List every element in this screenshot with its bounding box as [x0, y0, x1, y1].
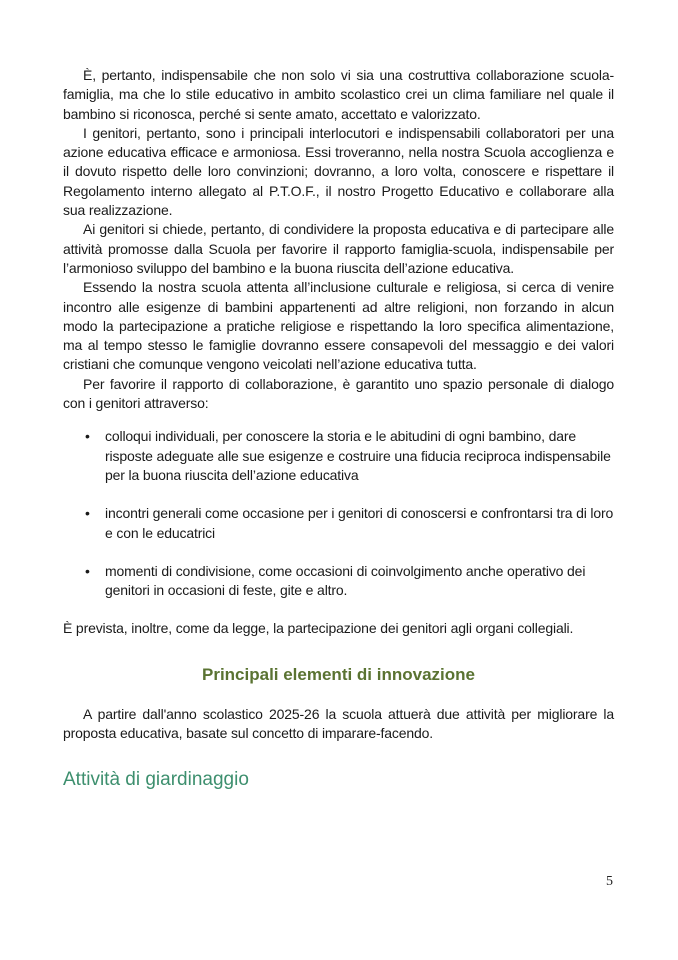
list-item-text: momenti di condivisione, come occasioni di coinvolgimento anche operativo dei genitori in occasioni di feste, gite e altro.	[105, 562, 586, 599]
bullet-icon: •	[85, 562, 90, 579]
list-item	[63, 562, 614, 601]
bullet-icon: •	[85, 428, 90, 445]
list-item	[63, 504, 614, 543]
subheading: Attività di giardinaggio	[63, 769, 249, 791]
closing-paragraph: È prevista, inoltre, come da legge, la partecipazione dei genitori agli organi collegiali.	[63, 620, 574, 637]
bullet-list	[63, 427, 614, 600]
innovation-paragraph: A partire dall'anno scolastico 2025-26 la scuola attuerà due attività per migliorare la proposta educativa, basate sul concetto di imparare-facendo.	[63, 705, 614, 742]
list-item	[63, 427, 614, 485]
paragraph: È, pertanto, indispensabile che non solo vi sia una costruttiva collaborazione scuola-famiglia, ma che lo stile educativo in ambito scolastico crei un clima familiare nel quale il bambino si riconosca, perché si sente amato, accettato e valorizzato.	[63, 67, 614, 122]
paragraph: I genitori, pertanto, sono i principali interlocutori e indispensabili collaboratori per una azione educativa efficace e armoniosa. Essi troveranno, nella nostra Scuola accoglienza e il dovuto rispetto delle loro convinzioni; dovranno, a loro volta, conoscere e rispettare il Regolamento interno allegato al P.T.O.F., il nostro Progetto Educativo e collaborare alla sua realizzazione.	[63, 124, 614, 219]
paragraph: Essendo la nostra scuola attenta all’inclusione culturale e religiosa, si cerca di venire incontro alle esigenze di bambini appartenenti ad altre religioni, non forzando in alcun modo la partecipazione a pratiche religiose e rispettando la loro specifica alimentazione, ma al tempo stesso le famiglie dovranno essere consapevoli del messaggio e dei valori cristiani che comunque vengono veicolati nell’azione educativa tutta.	[63, 279, 614, 373]
paragraph: Per favorire il rapporto di collaborazione, è garantito uno spazio personale di dialogo con i genitori attraverso:	[63, 375, 614, 412]
list-item-text: colloqui individuali, per conoscere la storia e le abitudini di ogni bambino, dare risposte adeguate alle sue esigenze e costruire una fiducia reciproca indispensabile per la buona riuscita dell’azione educativa	[105, 428, 611, 483]
page-number: 5	[606, 874, 613, 889]
paragraph: Ai genitori si chiede, pertanto, di condividere la proposta educativa e di partecipare alle attività promosse dalla Scuola per favorire il rapporto famiglia-scuola, indispensabile per l’armonioso sviluppo del bambino e la buona riuscita dell’azione educativa.	[63, 221, 614, 276]
bullet-icon: •	[85, 505, 90, 522]
section-heading: Principali elementi di innovazione	[201, 664, 475, 684]
list-item-text: incontri generali come occasione per i genitori di conoscersi e confrontarsi tra di loro e con le educatrici	[105, 505, 614, 541]
document-page	[63, 66, 614, 791]
